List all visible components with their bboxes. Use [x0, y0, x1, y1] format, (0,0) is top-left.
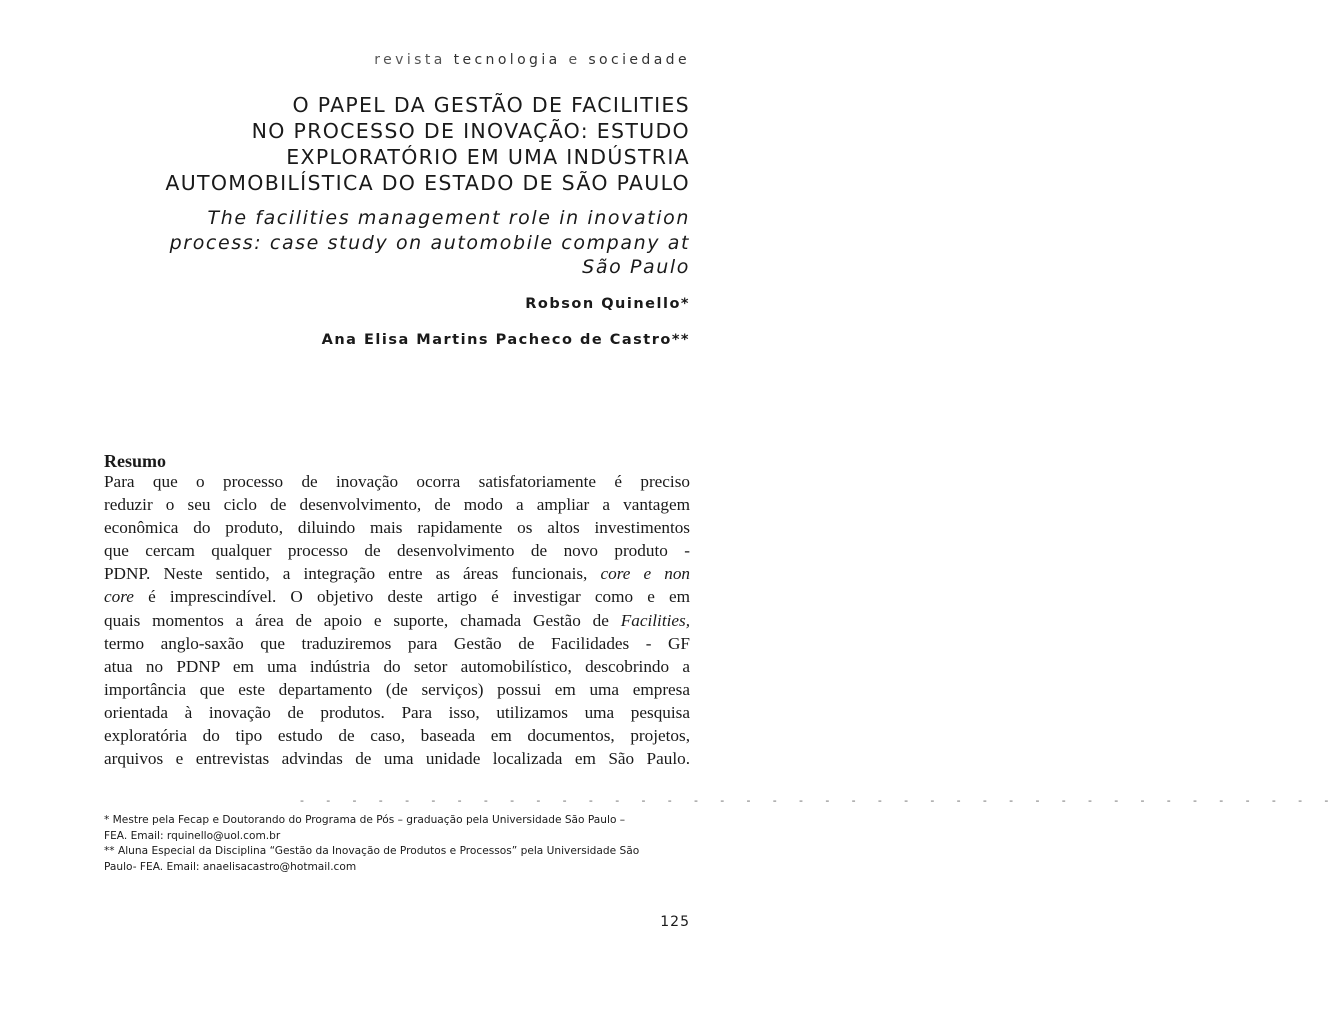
english-title — [70, 206, 690, 280]
subtitle-line: São Paulo — [582, 256, 690, 278]
footnote-divider: - - - - - - - - - - - - - - - - - - - - - - - - - - - - - - - - - - - - - - - - — [300, 794, 1338, 807]
journal-word: tecnologia — [453, 52, 561, 68]
author-name: Robson Quinello* — [525, 296, 690, 312]
abstract-italic-term: core e non — [600, 564, 691, 584]
abstract-line-text: quais momentos a área de apoio e suporte, chamada Gestão de — [104, 610, 609, 630]
abstract-italic-term: Facilities, — [620, 610, 690, 630]
abstract-line — [104, 609, 690, 632]
subtitle-line: The facilities management role in inovation — [207, 207, 690, 229]
article-title — [70, 92, 690, 196]
abstract-line-text: PDNP. Neste sentido, a integração entre as áreas funcionais, — [104, 564, 588, 584]
title-line: EXPLORATÓRIO EM UMA INDÚSTRIA — [286, 145, 690, 169]
title-line: AUTOMOBILÍSTICA DO ESTADO DE SÃO PAULO — [165, 171, 690, 195]
abstract-line-text: é imprescindível. O objetivo deste artigo é investigar como e em — [148, 587, 690, 607]
page-number: 125 — [660, 914, 690, 930]
abstract-line — [104, 585, 690, 608]
footnote-line: FEA. Email: rquinello@uol.com.br — [104, 829, 281, 842]
abstract-line: atua no PDNP em uma indústria do setor automobilístico, descobrindo a — [104, 656, 690, 676]
journal-word: revista — [374, 52, 446, 68]
abstract-line: reduzir o seu ciclo de desenvolvimento, de modo a ampliar a vantagem — [104, 495, 690, 515]
footnotes — [104, 813, 692, 875]
abstract-line: arquivos e entrevistas advindas de uma unidade localizada em São Paulo. — [104, 749, 690, 769]
abstract-line: que cercam qualquer processo de desenvolvimento de novo produto - — [104, 541, 690, 561]
footnote-line: Paulo- FEA. Email: anaelisacastro@hotmail.com — [104, 860, 357, 873]
abstract-line: Para que o processo de inovação ocorra satisfatoriamente é preciso — [104, 472, 690, 491]
footnote-line: ** Aluna Especial da Disciplina “Gestão da Inovação de Produtos e Processos” pela Universidade São — [104, 845, 640, 857]
author-name: Ana Elisa Martins Pacheco de Castro** — [321, 332, 690, 348]
abstract-line: econômica do produto, diluindo mais rapidamente os altos investimentos — [104, 518, 690, 538]
footnote-line: * Mestre pela Fecap e Doutorando do Programa de Pós – graduação pela Universidade São Paulo – — [104, 814, 626, 826]
journal-word: e — [568, 52, 581, 68]
abstract-heading: Resumo — [104, 451, 166, 471]
abstract-line: exploratória do tipo estudo de caso, baseada em documentos, projetos, — [104, 726, 690, 746]
abstract-line — [104, 562, 690, 585]
abstract-line: importância que este departamento (de serviços) possui em uma empresa — [104, 679, 690, 699]
abstract-text — [104, 470, 690, 770]
journal-name — [374, 52, 690, 68]
abstract-italic-term: core — [104, 587, 134, 607]
journal-word: sociedade — [588, 52, 690, 68]
title-line: O PAPEL DA GESTÃO DE FACILITIES — [292, 93, 690, 117]
title-line: NO PROCESSO DE INOVAÇÃO: ESTUDO — [251, 119, 690, 143]
subtitle-line: process: case study on automobile company at — [169, 231, 690, 254]
abstract-line: termo anglo-saxão que traduziremos para Gestão de Facilidades - GF — [104, 633, 690, 653]
abstract-line: orientada à inovação de produtos. Para isso, utilizamos uma pesquisa — [104, 702, 690, 722]
